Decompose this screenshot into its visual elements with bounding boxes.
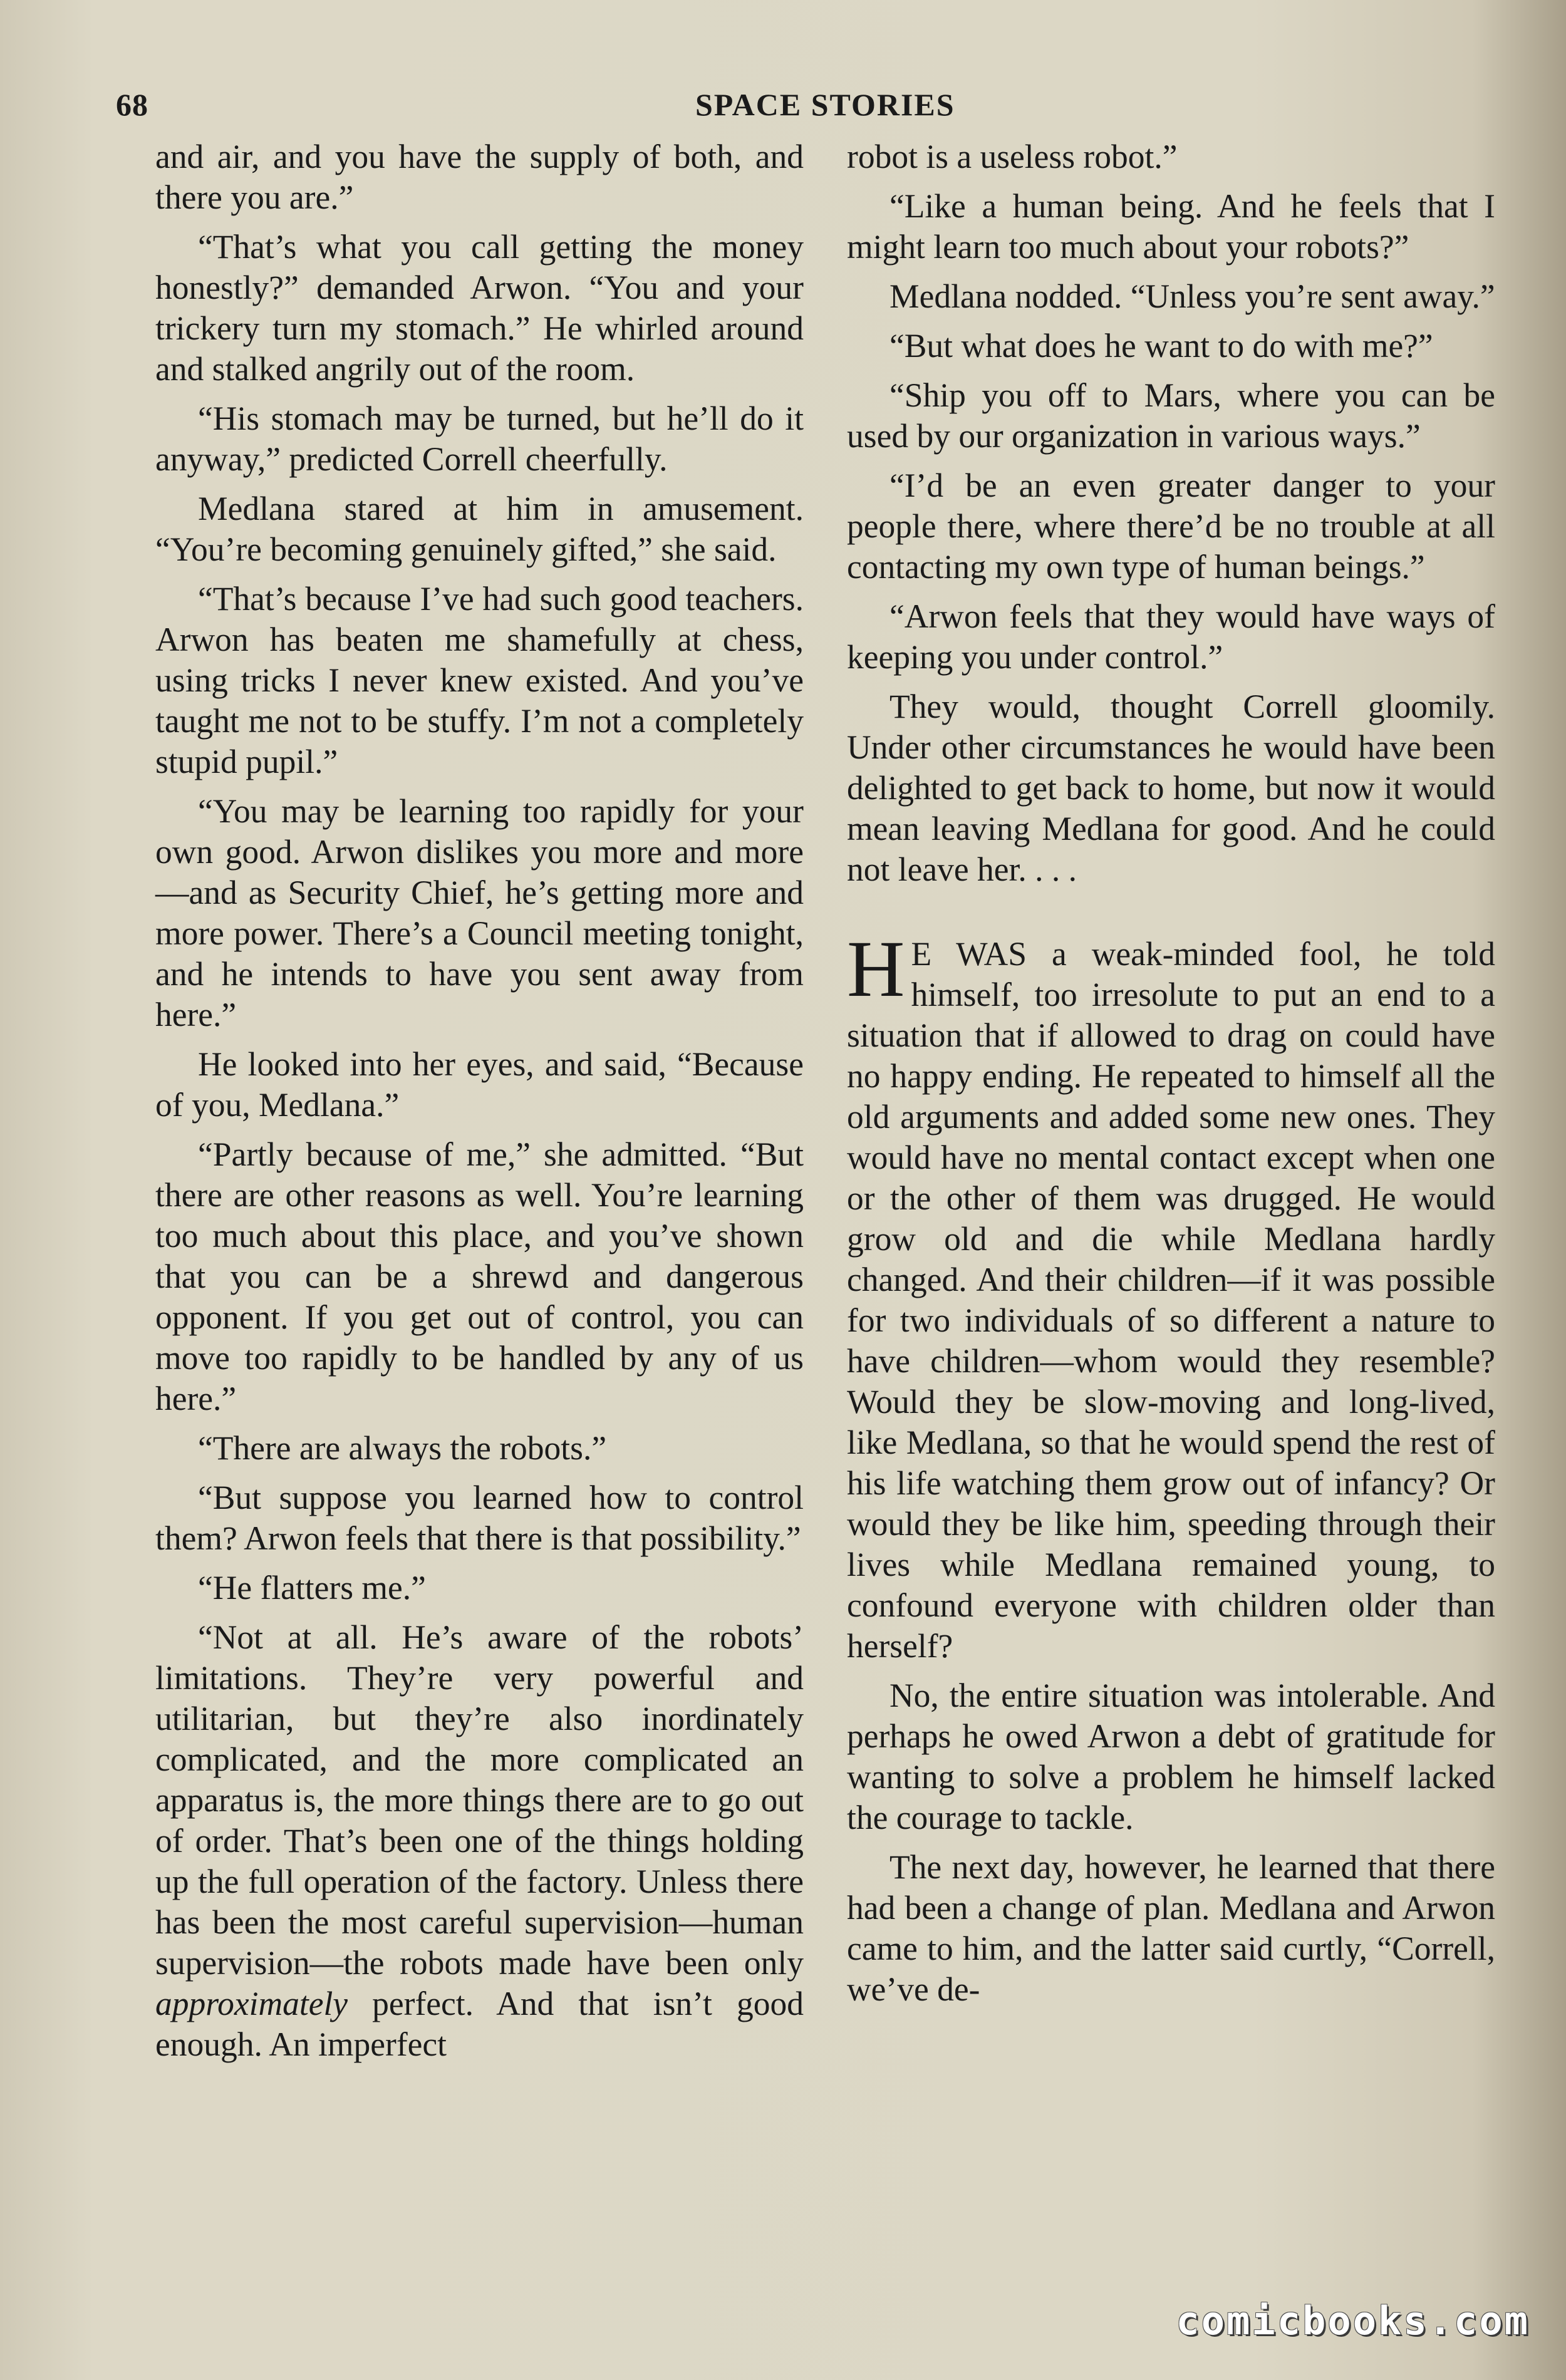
emphasis-text: approximately: [155, 1985, 348, 2022]
section-opening-paragraph: [847, 924, 1495, 1667]
watermark: comicbooks.com: [1176, 2298, 1530, 2344]
text-run: E WAS a weak-minded fool, he told himself, too irresolute to put an end to a situation that if allowed to drag on could have no happy ending. He repeated to himself all the old arguments and added some new ones. They would have no mental contact except when one or the other of them was drugged. He would grow old and die while Medlana hardly changed. And their children—if it was possible for two individuals of so different a nature to have children—whom would they resemble? Would they be slow-moving and long-lived, like Medlana, so that he would spend the rest of his life watching them grow out of infancy? Or would they be like him, speeding through their lives while Medlana remained young, to confound everyone with children older than herself?: [847, 935, 1495, 1665]
drop-cap: H: [847, 924, 905, 1013]
running-head: SPACE STORIES: [695, 87, 955, 122]
paragraph: “Like a human being. And he feels that I might learn too much about your robots?”: [847, 187, 1495, 266]
paragraph: “But suppose you learned how to control them? Arwon feels that there is that possibility.”: [155, 1479, 804, 1557]
paragraph: “Ship you off to Mars, where you can be used by our organization in various ways.”: [847, 376, 1495, 455]
paragraph: robot is a useless robot.”: [847, 138, 1178, 175]
text-run: perfect. And that isn’t good enough. An imperfect: [155, 1985, 804, 2063]
right-column: [847, 137, 1495, 2010]
paragraph: “Partly because of me,” she admitted. “But there are other reasons as well. You’re learning too much about this place, and you’ve shown that you can be a shrewd and dangerous opponent. If you get out of control, you can move too rapidly to be handled by any of us here.”: [155, 1136, 804, 1417]
paragraph-with-emphasis: [155, 1617, 804, 2065]
paragraph: He looked into her eyes, and said, “Because of you, Medlana.”: [155, 1045, 804, 1124]
paragraph: “That’s because I’ve had such good teachers. Arwon has beaten me shamefully at chess, using tricks I never knew existed. And you’ve taught me not to be stuffy. I’m not a completely stupid pupil.”: [155, 580, 804, 780]
paragraph: Medlana nodded. “Unless you’re sent away.”: [889, 277, 1495, 315]
paragraph: They would, thought Correll gloomily. Under other circumstances he would have been delighted to get back to home, but now it would mean leaving Medlana for good. And he could not leave her. . . .: [847, 688, 1495, 888]
paragraph: “His stomach may be turned, but he’ll do it anyway,” predicted Correll cheerfully.: [155, 400, 804, 478]
page-number: 68: [116, 87, 148, 122]
left-column: [155, 137, 804, 2065]
paragraph: “But what does he want to do with me?”: [889, 327, 1433, 365]
paragraph: “There are always the robots.”: [198, 1429, 607, 1467]
paragraph: and air, and you have the supply of both, and there you are.”: [155, 138, 804, 216]
text-run: “Not at all. He’s aware of the robots’ limitations. They’re very powerful and utilitarian, but they’re also inordinately complicated, and the more complicated an apparatus is, the more things there are to go out of order. That’s been one of the things holding up the full operation of the factory. Unless there has been the most careful supervision—human supervision—the robots made have been only: [155, 1618, 804, 1982]
paragraph: “You may be learning too rapidly for your own good. Arwon dislikes you more and more—and as Security Chief, he’s getting more and more power. There’s a Council meeting tonight, and he intends to have you sent away from here.”: [155, 792, 804, 1033]
paragraph: No, the entire situation was intolerable. And perhaps he owed Arwon a debt of gratitude for wanting to solve a problem he himself lacked the courage to tackle.: [847, 1677, 1495, 1836]
paragraph: “I’d be an even greater danger to your people there, where there’d be no trouble at all contacting my own type of human beings.”: [847, 467, 1495, 586]
paragraph: “That’s what you call getting the money honestly?” demanded Arwon. “You and your trickery turn my stomach.” He whirled around and stalked angrily out of the room.: [155, 228, 804, 388]
paragraph: “Arwon feels that they would have ways of keeping you under control.”: [847, 598, 1495, 676]
paragraph: Medlana stared at him in amusement. “You’re becoming genuinely gifted,” she said.: [155, 490, 804, 568]
paragraph: “He flatters me.”: [198, 1569, 426, 1606]
paragraph: The next day, however, he learned that there had been a change of plan. Medlana and Arwon came to him, and the latter said curtly, “Correll, we’ve de-: [847, 1848, 1495, 2008]
